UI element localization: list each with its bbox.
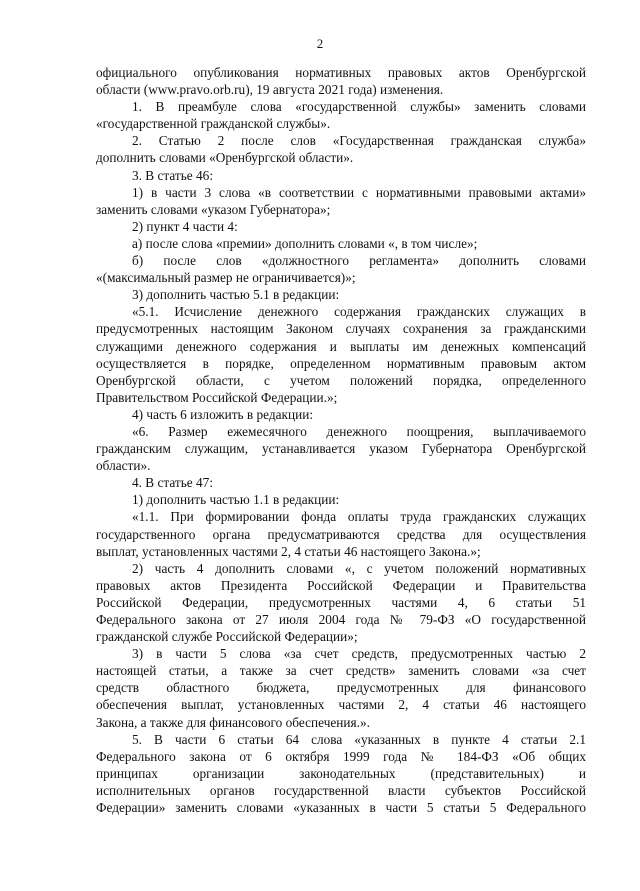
- text-line: Федерации» заменить словами «указанных в части 5 статьи 5 Федерального: [96, 800, 586, 816]
- text-line: «государственной гражданской службы».: [96, 116, 331, 132]
- text-line: государственного органа предусматриваются средства для осуществления: [96, 526, 586, 542]
- text-line: 1. В преамбуле слова «государственной службы» заменить словами: [132, 99, 586, 115]
- text-line: 4) часть 6 изложить в редакции:: [132, 406, 314, 422]
- text-line: «(максимальный размер не ограничивается)»;: [96, 270, 356, 286]
- text-line: обеспечения выплат, установленных частями 2, 4 статьи 46 настоящего: [96, 697, 586, 713]
- text-line: «1.1. При формировании фонда оплаты труда гражданских служащих: [132, 509, 586, 525]
- text-line: 2) часть 4 дополнить словами «, с учетом положений нормативных: [132, 560, 586, 576]
- text-line: служащими денежного содержания и выплаты им денежных компенсаций: [96, 338, 586, 354]
- page-number: 2: [316, 36, 324, 51]
- text-line: области».: [96, 458, 151, 474]
- text-line: 1) в части 3 слова «в соответствии с нормативными правовыми актами»: [132, 184, 586, 200]
- text-line: выплат, установленных частями 2, 4 статьи 46 настоящего Закона.»;: [96, 543, 481, 559]
- text-line: настоящей статьи, а также за счет средств» заменить словами «за счет: [96, 663, 586, 679]
- text-line: а) после слова «премии» дополнить словами «, в том числе»;: [132, 235, 478, 251]
- text-line: гражданской службе Российской Федерации»;: [96, 629, 358, 645]
- text-line: официального опубликования нормативных правовых актов Оренбургской: [96, 65, 586, 80]
- text-line: гражданским служащим, устанавливается указом Губернатора Оренбургской: [96, 441, 586, 457]
- text-line: предусмотренных настоящим Законом случаях сохранения за гражданскими: [96, 321, 586, 337]
- text-line: 2. Статью 2 после слов «Государственная гражданская служба»: [132, 133, 586, 149]
- text-line: Федерального закона от 6 октября 1999 года № 184-ФЗ «Об общих: [96, 748, 586, 764]
- text-line: Правительством Российской Федерации.»;: [96, 389, 338, 405]
- text-line: 3) в части 5 слова «за счет средств, предусмотренных частью 2: [132, 646, 586, 662]
- text-line: правовых актов Президента Российской Федерации и Правительства: [96, 577, 586, 593]
- text-line: б) после слов «должностного регламента» дополнить словами: [132, 253, 586, 269]
- text-line: Закона, а также для финансового обеспечения.».: [96, 714, 370, 730]
- text-line: 2) пункт 4 части 4:: [132, 218, 238, 234]
- text-line: дополнить словами «Оренбургской области».: [96, 150, 354, 166]
- text-line: 3) дополнить частью 5.1 в редакции:: [132, 287, 340, 303]
- text-line: принципах организации законодательных (представительных) и: [96, 765, 586, 781]
- text-line: области (www.pravo.orb.ru), 19 августа 2021 года) изменения.: [96, 82, 444, 98]
- text-line: осуществляется в порядке, определенном нормативным правовым актом: [96, 355, 586, 371]
- text-line: 3. В статье 46:: [132, 167, 214, 183]
- text-line: 1) дополнить частью 1.1 в редакции:: [132, 492, 340, 508]
- document-body: [96, 64, 586, 816]
- text-line: заменить словами «указом Губернатора»;: [96, 201, 331, 217]
- text-line: исполнительных органов государственной власти субъектов Российской: [96, 782, 586, 798]
- text-line: «5.1. Исчисление денежного содержания гражданских служащих в: [132, 304, 586, 320]
- text-line: 5. В части 6 статьи 64 слова «указанных в пункте 4 статьи 2.1: [132, 731, 586, 747]
- text-line: Оренбургской области, с учетом положений порядка, определенного: [96, 372, 586, 388]
- text-line: 4. В статье 47:: [132, 475, 214, 491]
- text-line: Федерального закона от 27 июля 2004 года № 79-ФЗ «О государственной: [96, 612, 586, 627]
- text-line: средств областного бюджета, предусмотренных для финансового: [96, 680, 586, 696]
- text-line: «6. Размер ежемесячного денежного поощрения, выплачиваемого: [132, 423, 586, 439]
- text-line: Российской Федерации, предусмотренных частями 4, 6 статьи 51: [96, 594, 586, 610]
